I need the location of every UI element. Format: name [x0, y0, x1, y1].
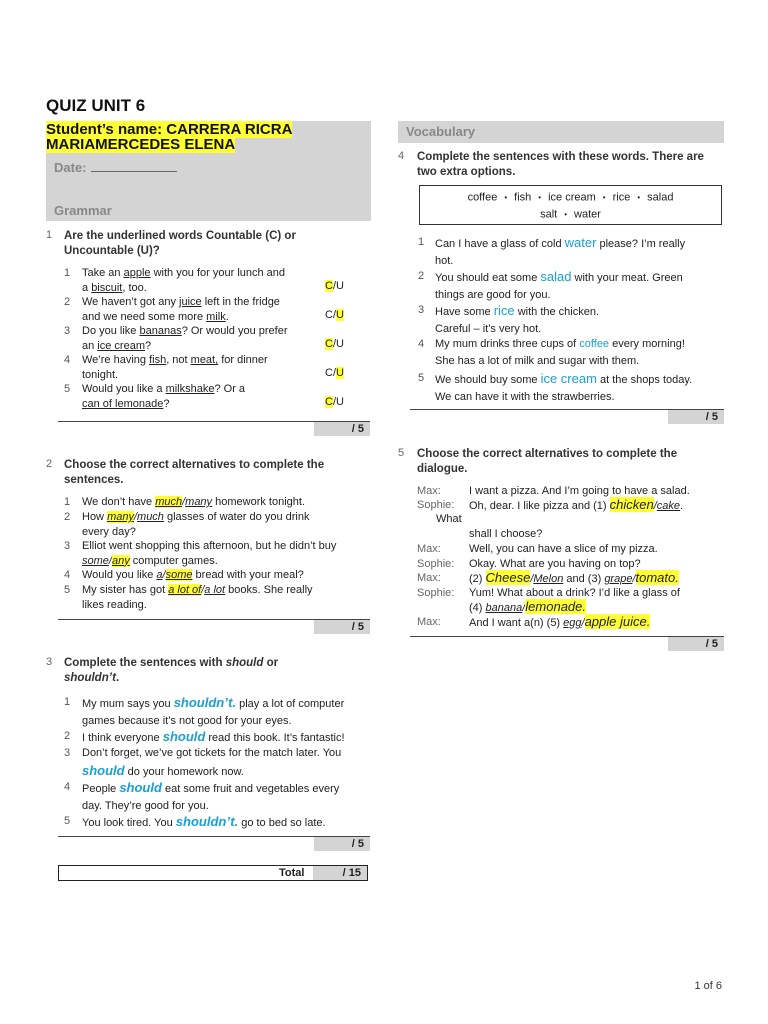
item-line: My mum drinks three cups of coffee every morning!: [435, 338, 685, 350]
score-box: / 5: [668, 637, 724, 651]
dialogue-line: [417, 512, 727, 527]
item-number: 4: [64, 354, 71, 366]
dialogue-text: Okay. What are you having on top?: [469, 558, 641, 570]
item-line: a biscuit, too.: [82, 281, 147, 294]
item-line: hot.: [435, 255, 454, 267]
option-c: C: [325, 309, 333, 321]
question-5: [398, 447, 724, 477]
bullet: •: [564, 210, 568, 220]
item-number: 1: [64, 496, 71, 508]
item-line: Elliot went shopping this afternoon, but he didn’t buy: [82, 540, 337, 552]
score-box: / 5: [314, 422, 370, 436]
list-item: [64, 583, 364, 612]
item-number: 3: [64, 747, 71, 759]
list-item: [64, 495, 364, 510]
item-line: an ice cream?: [82, 339, 152, 352]
word-option: ice cream: [548, 191, 596, 204]
item-line: every day?: [82, 525, 136, 538]
underlined-word: apple: [123, 267, 151, 279]
list-item: [64, 694, 374, 730]
alternative: lemonade.: [525, 599, 586, 614]
grammar-heading: Grammar: [54, 203, 112, 218]
item-line: tonight.: [82, 368, 119, 381]
dialogue-line: [417, 557, 727, 572]
option-u: U: [336, 309, 344, 321]
option-a: many: [107, 511, 134, 523]
item-line: things are good for you.: [435, 289, 551, 301]
item-number: 3: [418, 304, 425, 316]
date-field: Date:: [54, 159, 177, 175]
option-b: a lot: [204, 584, 226, 596]
answer-choice: C/U: [325, 280, 344, 292]
underlined-word: meat,: [190, 354, 219, 366]
alternatives: a/some: [156, 569, 193, 581]
speaker-name: Max:: [417, 485, 441, 497]
written-answer: should: [82, 763, 125, 778]
dialogue-text: Yum! What about a drink? I’d like a glass of: [469, 587, 680, 599]
item-number: 3: [64, 540, 71, 552]
alternative: Cheese: [485, 570, 531, 585]
underlined-word: bananas: [139, 325, 182, 337]
page-number: 1 of 6: [694, 980, 722, 992]
answer-choice: C/U: [325, 367, 344, 379]
speaker-name: Max:: [417, 616, 441, 628]
question-number: 5: [398, 447, 405, 459]
item-line: and we need some more milk.: [82, 310, 229, 323]
alternative: tomato.: [635, 570, 679, 585]
question-number: 4: [398, 150, 405, 162]
total-score: / 15: [313, 866, 367, 880]
speaker-name: Sophie:: [417, 558, 455, 570]
dialogue-text: Well, you can have a slice of my pizza.: [469, 543, 658, 555]
bullet: •: [538, 193, 542, 202]
dialogue-text: shall I choose?: [469, 528, 543, 540]
item-number: 2: [64, 296, 71, 308]
option-b: many: [185, 496, 213, 508]
item-line: We can have it with the strawberries.: [435, 391, 615, 403]
written-answer: water: [564, 235, 597, 250]
speaker-name: Sophie:: [417, 587, 455, 599]
item-number: 2: [64, 730, 71, 742]
bullet: •: [637, 193, 641, 202]
option-u: U: [336, 396, 344, 408]
list-item: [64, 266, 364, 295]
list-item: [64, 568, 364, 583]
score-box: / 5: [314, 620, 370, 634]
item-number: 2: [64, 511, 71, 523]
option-b: some: [165, 569, 193, 581]
option-a: some: [82, 554, 109, 567]
dialogue-line: [417, 527, 727, 542]
date-line: [91, 159, 177, 172]
item-line: We should buy some ice cream at the shops today.: [435, 371, 693, 386]
dialogue-line: [417, 542, 727, 557]
item-line: games because it’s not good for your eyes.: [82, 715, 292, 727]
item-line: some/any computer games.: [82, 554, 218, 567]
option-c: C: [325, 367, 333, 379]
written-answer: should: [119, 780, 162, 795]
item-line: likes reading.: [82, 598, 147, 611]
item-number: 1: [418, 236, 425, 248]
item-line: How many/much glasses of water do you drink: [82, 511, 310, 523]
word-option: fish: [514, 191, 532, 204]
question-number: 3: [46, 656, 53, 668]
alternative: apple juice.: [584, 614, 651, 629]
option-u: U: [336, 338, 344, 350]
item-line: should do your homework now.: [82, 763, 244, 778]
item-number: 4: [418, 338, 425, 350]
list-item: [64, 295, 364, 324]
score-box: / 5: [668, 410, 724, 424]
question-text: Are the underlined words Countable (C) or Uncountable (U)?: [64, 230, 296, 257]
item-line: Would you like a milkshake? Or a: [82, 383, 246, 395]
underlined-word: can of lemonade: [82, 397, 164, 410]
alternative: grape: [604, 573, 633, 585]
dialogue-line: [417, 571, 727, 586]
underlined-word: juice: [179, 296, 202, 308]
question-3: [46, 656, 371, 686]
speaker-name: Max:: [417, 572, 441, 584]
question-2: [46, 458, 371, 488]
item-line: I think everyone should read this book. It’s fantastic!: [82, 729, 345, 744]
option-b: much: [137, 511, 164, 523]
item-number: 4: [64, 569, 71, 581]
item-line: We don’t have much/many homework tonight.: [82, 496, 305, 508]
speaker-name: Max:: [417, 543, 441, 555]
list-item: [64, 745, 374, 781]
list-item: [64, 353, 364, 382]
list-item: [64, 382, 364, 411]
question-text: Choose the correct alternatives to complete the dialogue.: [417, 448, 678, 475]
item-line: You look tired. You shouldn’t. go to bed so late.: [82, 814, 326, 829]
item-line: Have some rice with the chicken.: [435, 303, 600, 318]
answer-choice: C/U: [325, 309, 344, 321]
item-number: 5: [64, 383, 71, 395]
alternatives: many/much: [107, 511, 164, 523]
item-line: can of lemonade?: [82, 397, 170, 410]
question-text: Complete the sentences with these words. There are two extra options.: [417, 151, 704, 178]
dialogue-line: [417, 498, 727, 513]
list-item: [64, 779, 374, 815]
student-name: Student’s name: CARRERA RICRA MARIAMERCEDES ELENA: [46, 121, 293, 153]
underlined-word: ice cream: [97, 339, 145, 352]
total-box: [58, 865, 368, 881]
page-title: QUIZ UNIT 6: [46, 96, 146, 115]
option-u: U: [336, 367, 344, 379]
alternative: cake: [656, 500, 681, 512]
word-option: rice: [612, 191, 631, 204]
item-line: Take an apple with you for your lunch and: [82, 267, 286, 279]
list-item: [418, 302, 728, 338]
vocabulary-heading: Vocabulary: [406, 124, 476, 139]
word-option: salad: [647, 191, 674, 204]
question-1: [46, 229, 371, 259]
item-line: My sister has got a lot of/a lot books. She really: [82, 584, 313, 596]
item-line: day. They’re good for you.: [82, 800, 209, 812]
alternatives: much/many: [155, 496, 213, 508]
item-line: You should eat some salad with your meat. Green: [435, 269, 683, 284]
question-number: 2: [46, 458, 53, 470]
alternatives: a lot of/a lot: [168, 584, 226, 596]
item-number: 4: [64, 781, 71, 793]
option-c: C: [325, 280, 333, 292]
item-number: 2: [418, 270, 425, 282]
total-label: Total: [279, 867, 305, 879]
word-bank-line: [420, 206, 721, 223]
dialogue-text: (2) Cheese/Melon and (3) grape/tomato.: [469, 570, 679, 585]
list-item: [64, 539, 364, 568]
question-text: Choose the correct alternatives to complete the sentences.: [64, 459, 325, 486]
option-a: a: [156, 569, 163, 581]
written-answer: shouldn’t.: [173, 695, 237, 710]
option-c: C: [325, 396, 333, 408]
item-number: 5: [64, 584, 71, 596]
item-line: She has a lot of milk and sugar with them.: [435, 355, 640, 367]
alternative: banana: [485, 602, 523, 614]
word-option: coffee: [467, 191, 498, 204]
item-line: My mum says you shouldn’t. play a lot of computer: [82, 695, 345, 710]
question-text: Complete the sentences with should or shouldn’t.: [64, 657, 279, 684]
item-line: Careful – it’s very hot.: [435, 323, 542, 335]
answer-choice: C/U: [325, 396, 344, 408]
speaker-name: Sophie:: [417, 499, 455, 511]
item-number: 5: [418, 372, 425, 384]
dialogue-text: Oh, dear. I like pizza and (1) chicken/cake.: [469, 497, 684, 512]
written-answer: rice: [493, 303, 515, 318]
written-answer: ice cream: [540, 371, 597, 386]
item-line: Would you like a/some bread with your meal?: [82, 569, 304, 581]
list-item: [418, 336, 728, 370]
bullet: •: [602, 193, 606, 202]
list-item: [418, 234, 728, 270]
dialogue-line: [417, 600, 727, 615]
option-a: a lot of: [168, 584, 202, 596]
alternatives: some/any: [82, 554, 130, 567]
dialogue-line: [417, 484, 727, 499]
list-item: [64, 324, 364, 353]
score-box: / 5: [314, 837, 370, 851]
list-item: [64, 813, 374, 832]
dialogue-text: (4) banana/lemonade.: [469, 599, 586, 614]
dialogue-text: I want a pizza. And I’m going to have a salad.: [469, 485, 690, 497]
dialogue-text: And I want a(n) (5) egg/apple juice.: [469, 614, 651, 629]
item-line: Don’t forget, we’ve got tickets for the match later. You: [82, 747, 342, 759]
bullet: •: [504, 193, 508, 202]
item-line: We’re having fish, not meat, for dinner: [82, 354, 268, 366]
option-b: any: [111, 554, 130, 567]
item-number: 1: [64, 267, 71, 279]
item-number: 3: [64, 325, 71, 337]
alternative: chicken: [609, 497, 654, 512]
item-number: 1: [64, 696, 71, 708]
underlined-word: fish: [149, 354, 167, 366]
item-line: Can I have a glass of cold water please? I’m really: [435, 235, 686, 250]
written-answer: should: [162, 729, 206, 744]
written-answer: salad: [540, 269, 572, 284]
written-answer: shouldn’t.: [175, 814, 239, 829]
item-line: People should eat some fruit and vegetables every: [82, 780, 340, 795]
dialogue-line: [417, 615, 727, 630]
item-line: We haven’t got any juice left in the fridge: [82, 296, 280, 308]
word-bank-line: [420, 189, 721, 206]
list-item: [418, 370, 728, 406]
item-line: Do you like bananas? Or would you prefer: [82, 325, 288, 337]
alternative: Melon: [533, 573, 564, 585]
question-4: [398, 150, 724, 180]
written-answer: coffee: [579, 338, 610, 350]
word-option: salt: [540, 208, 558, 221]
underlined-word: milk: [206, 310, 226, 323]
alternative: egg: [563, 617, 582, 629]
item-number: 5: [64, 815, 71, 827]
option-u: U: [336, 280, 344, 292]
list-item: [418, 268, 728, 304]
option-c: C: [325, 338, 333, 350]
option-a: much: [155, 496, 183, 508]
word-bank: [419, 185, 722, 225]
dialogue-text: What: [436, 513, 462, 525]
answer-choice: C/U: [325, 338, 344, 350]
list-item: [64, 510, 364, 539]
underlined-word: biscuit: [91, 281, 123, 294]
word-option: water: [574, 208, 601, 221]
underlined-word: milkshake: [165, 383, 215, 395]
question-number: 1: [46, 229, 53, 241]
